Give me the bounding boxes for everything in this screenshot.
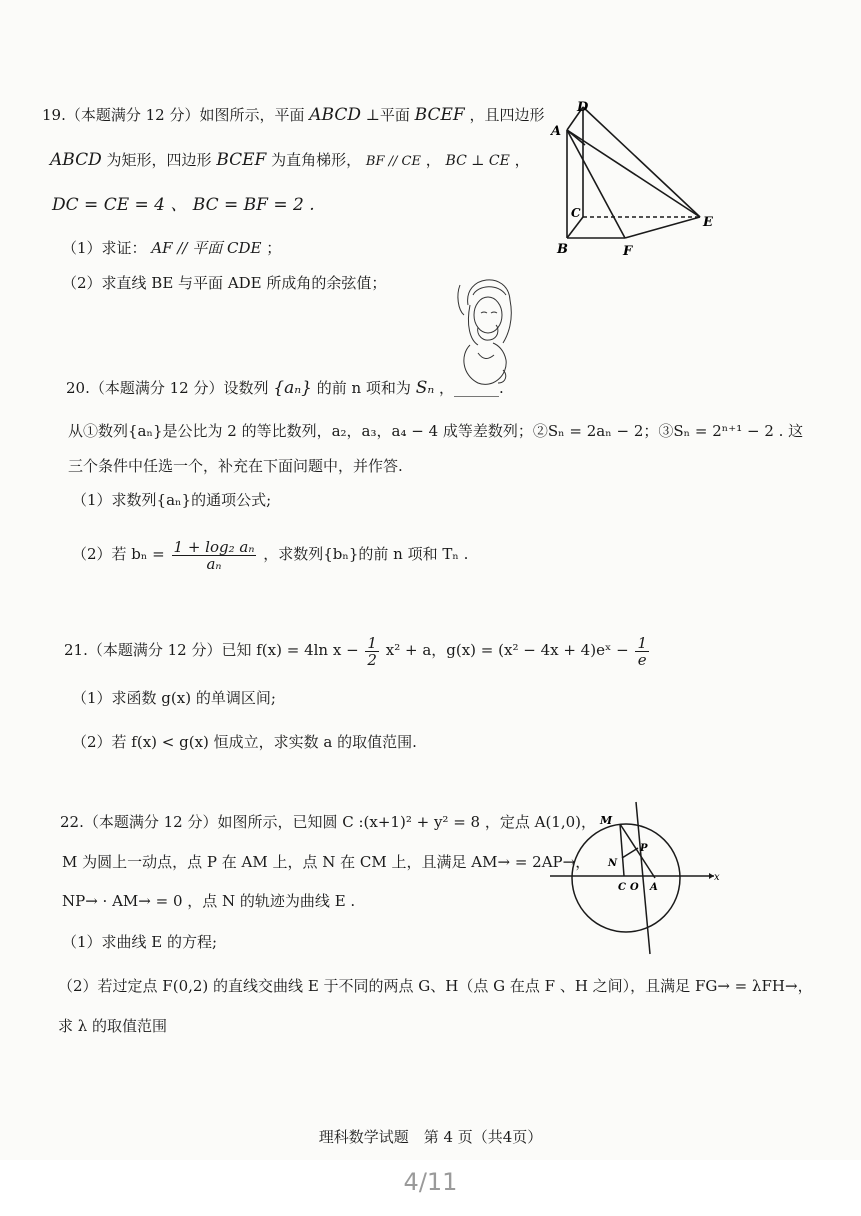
q19-line2 <box>50 150 530 172</box>
q19-p1a: （1）求证： <box>62 239 147 257</box>
q21-half-den: 2 <box>367 650 377 669</box>
q20-mid: 的前 n 项和为 <box>316 379 411 397</box>
fig22-label-x: x <box>714 872 720 883</box>
fig19-label-d: D <box>577 100 589 115</box>
fig22-label-m: M <box>600 814 613 827</box>
q20-blank: ，______. <box>439 379 504 397</box>
q21-e-den: e <box>637 650 647 669</box>
q19-l2b: 为矩形，四边形 <box>106 151 212 169</box>
fig22-label-a: A <box>650 882 658 893</box>
q19-part1 <box>62 238 281 258</box>
q21-part2: （2）若 f(x) < g(x) 恒成立，求实数 a 的取值范围. <box>72 733 417 751</box>
q19-l2e: BF // CE <box>365 154 421 169</box>
q22-part3: 求 λ 的取值范围 <box>58 1017 168 1035</box>
fig22-label-n: N <box>608 858 618 869</box>
q19-line3: DC = CE = 4 、 BC = BF = 2 . <box>52 195 315 215</box>
q22-figure <box>550 798 730 958</box>
q20-fraction <box>172 539 257 572</box>
q21-line1 <box>64 628 651 672</box>
q22-part2: （2）若过定点 F(0,2) 的直线交曲线 E 于不同的两点 G、H（点 G 在点 F 、H 之间），且满足 FG→ = λFH→， <box>58 977 813 995</box>
q20-p2b: ，求数列{bₙ}的前 n 项和 Tₙ . <box>263 545 469 563</box>
q19-plane2: BCEF <box>414 105 465 125</box>
page-footer: 理科数学试题 第 4 页（共4页） <box>318 1128 543 1146</box>
q19-line1 <box>42 105 545 125</box>
fig19-label-e: E <box>703 215 713 230</box>
fig22-label-c: C <box>618 882 626 893</box>
q21-part1: （1）求函数 g(x) 的单调区间; <box>72 689 276 707</box>
girl-sketch-illustration <box>448 265 528 390</box>
q21-mid: x² + a，g(x) = (x² − 4x + 4)eˣ − <box>385 641 629 659</box>
q19-tail1: ，且四边形 <box>469 106 545 124</box>
q19-l2d: 为直角梯形， <box>271 151 362 169</box>
fig19-label-c: C <box>571 206 581 220</box>
q19-l2g: BC ⊥ CE <box>445 153 510 169</box>
q22-line2: M 为圆上一动点，点 P 在 AM 上，点 N 在 CM 上，且满足 AM→ = 2AP→， <box>62 853 591 871</box>
q19-part2: （2）求直线 BE 与平面 ADE 所成角的余弦值； <box>62 274 387 292</box>
q21-inv-e <box>635 635 649 668</box>
fig22-label-o: O <box>630 882 639 893</box>
fig19-label-a: A <box>551 124 562 139</box>
q21-e-num: 1 <box>637 633 647 652</box>
q20-p2a: （2）若 bₙ = <box>72 545 165 563</box>
q20-line2: 从①数列{aₙ}是公比为 2 的等比数列，a₂，a₃，a₄ − 4 成等差数列；②Sₙ = 2aₙ − 2；③Sₙ = 2ⁿ⁺¹ − 2 . 这 <box>68 422 804 440</box>
q21-lead: 21.（本题满分 12 分）已知 f(x) = 4ln x − <box>64 641 359 659</box>
q20-sn: Sₙ <box>415 378 435 398</box>
q21-half-num: 1 <box>367 633 377 652</box>
q21-half <box>365 635 379 668</box>
q20-line1 <box>66 378 504 398</box>
q22-part1: （1）求曲线 E 的方程; <box>62 933 218 951</box>
q20-lead: 20.（本题满分 12 分）设数列 <box>66 379 269 397</box>
q19-lead: 19.（本题满分 12 分）如图所示，平面 <box>42 106 305 124</box>
q19-figure <box>545 95 735 265</box>
fig19-label-b: B <box>557 242 568 257</box>
q20-part2 <box>72 530 468 578</box>
q20-part1: （1）求数列{aₙ}的通项公式; <box>72 491 272 509</box>
q20-frac-num: 1 + log₂ aₙ <box>173 537 255 556</box>
q19-l2c: BCEF <box>216 150 267 170</box>
fig22-label-p: P <box>640 843 648 854</box>
q19-l2f: ， <box>425 151 441 169</box>
q22-line1: 22.（本题满分 12 分）如图所示，已知圆 C :(x+1)² + y² = 8 ，定点 A(1,0)， <box>60 813 597 831</box>
q20-frac-den: aₙ <box>206 554 222 573</box>
q19-plane1: ABCD <box>309 105 361 125</box>
q20-seq: {aₙ} <box>273 378 312 398</box>
page-indicator: 4/11 <box>403 1168 458 1196</box>
q19-l2a: ABCD <box>50 150 102 170</box>
q19-p1c: ； <box>266 239 282 257</box>
q19-l2h: ， <box>514 151 530 169</box>
fig19-label-f: F <box>623 244 633 259</box>
q19-p1b: AF // 平面 CDE <box>151 239 262 257</box>
q19-perp: ⊥平面 <box>365 106 410 124</box>
q22-line3: NP→ · AM→ = 0 ，点 N 的轨迹为曲线 E . <box>62 892 356 910</box>
q20-line3: 三个条件中任选一个，补充在下面问题中，并作答. <box>68 457 403 475</box>
